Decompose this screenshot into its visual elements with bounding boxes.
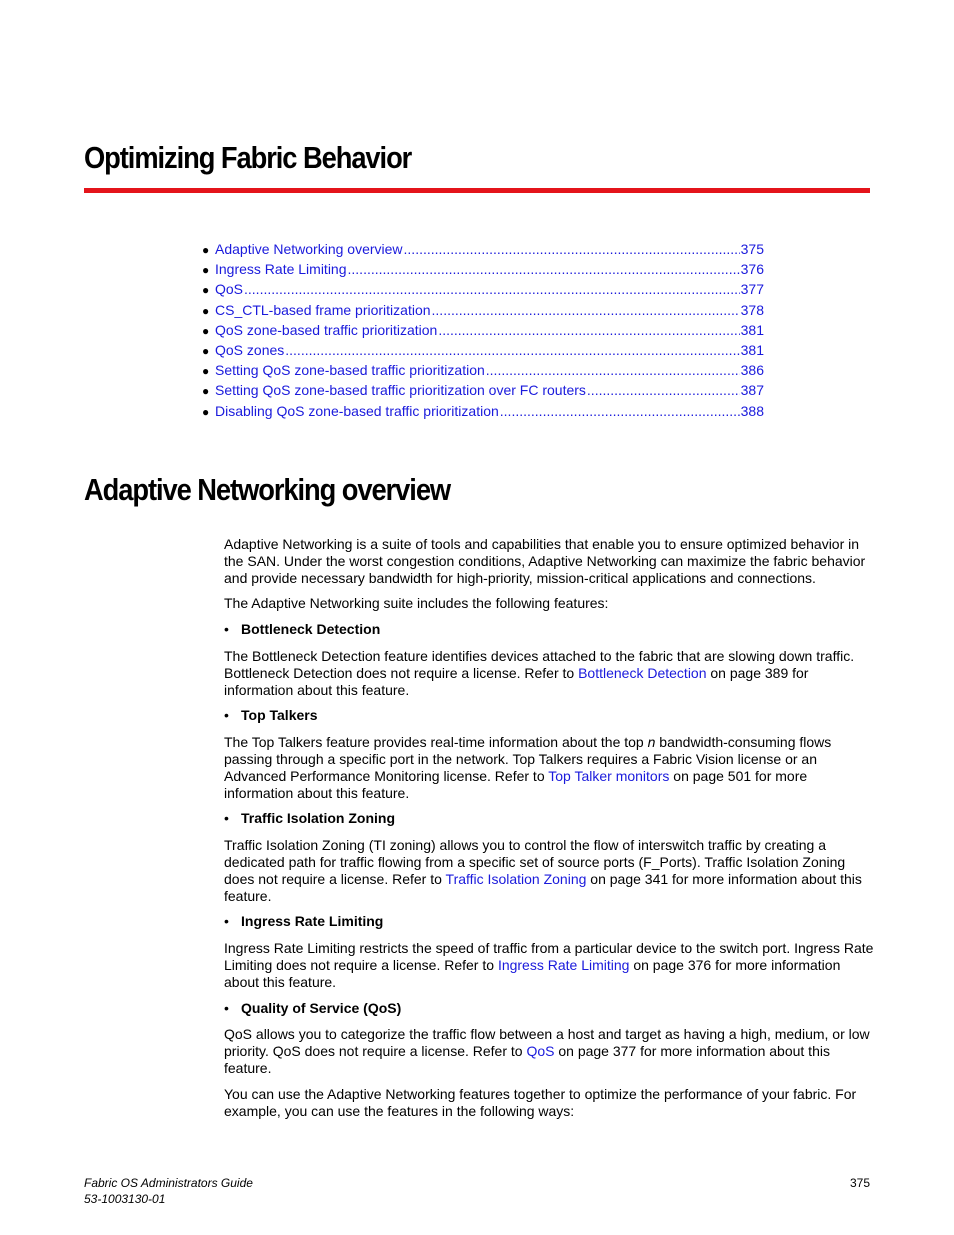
toc-bullet: ● [202,384,210,399]
closing-paragraph: You can use the Adaptive Networking features together to optimize the performance of your fabric. For example, you can use the features in the following ways: [224,1085,857,1119]
qos-link[interactable]: QoS [526,1043,555,1060]
toc-page[interactable]: 387 [740,382,764,399]
toc-item[interactable] [202,340,764,360]
feature-heading-text: Quality of Service (QoS) [241,999,402,1016]
feature-heading [224,810,874,827]
toc-page[interactable]: 388 [740,402,764,419]
feature-heading [224,913,874,930]
title-rule [84,188,870,193]
paragraph-text: on page 376 for more information about this feature. [224,956,841,990]
feature-heading-text: Bottleneck Detection [241,621,381,638]
toc-link[interactable]: QoS [215,281,244,298]
italic-variable: n [647,734,656,751]
paragraph-text: on page 341 for more information about this feature. [224,870,862,904]
toc-page[interactable]: 375 [740,241,764,257]
paragraph-text: Ingress Rate Limiting restricts the speed of traffic from a particular device to the switch port. Ingress Rate Limiting does not require a license. Refer to [224,940,874,973]
toc-item[interactable] [202,239,764,259]
toc-item[interactable] [202,259,764,279]
toc-link[interactable]: Disabling QoS zone-based traffic prioritization [215,402,499,419]
feature-heading [224,621,874,638]
section-body [224,536,874,1128]
paragraph-text: QoS allows you to categorize the traffic flow between a host and target as having a high, medium, or low priority. QoS does not require a license. Refer to [224,1026,870,1060]
footer-page-number: 375 [849,1176,870,1190]
section-title: Adaptive Networking overview [84,472,451,507]
toc-bullet: ● [202,404,210,419]
toc-leader [500,401,740,421]
toc-page[interactable]: 377 [740,281,764,298]
toc-link[interactable]: QoS zone-based traffic prioritization [215,321,438,338]
bullet: • [224,810,229,827]
bullet: • [224,913,229,930]
toc-leader [486,360,740,380]
bullet: • [224,999,229,1016]
ingress-rate-limiting-link[interactable]: Ingress Rate Limiting [497,956,630,973]
toc-bullet: ● [202,263,210,278]
toc-leader [404,239,740,259]
bottleneck-detection-link[interactable]: Bottleneck Detection [578,664,707,681]
toc-link[interactable]: Setting QoS zone-based traffic prioritization over FC routers [215,382,586,399]
paragraph-text: on page 389 for information about this feature. [224,664,809,698]
toc-item[interactable] [202,320,764,340]
intro-paragraph: Adaptive Networking is a suite of tools and capabilities that enable you to ensure optimized behavior in the SAN. Under the worst congestion conditions, Adaptive Networking can maximize the fabric behavior and provide necessary bandwidth for high-priority, mission-critical applications and connections. [224,536,866,586]
toc-bullet: ● [202,343,210,358]
toc-bullet: ● [202,303,210,318]
toc-link[interactable]: QoS zones [215,341,285,358]
toc-leader [438,320,739,340]
feature-paragraph [224,940,874,990]
bullet: • [224,621,229,638]
feature-heading [224,707,874,724]
toc-item[interactable] [202,401,764,421]
toc-leader [432,300,740,320]
toc-item[interactable] [202,279,764,299]
toc-page[interactable]: 376 [740,261,764,278]
feature-heading-text: Top Talkers [241,707,318,724]
toc-link[interactable]: Setting QoS zone-based traffic prioritization [215,362,485,379]
toc-leader [587,380,740,400]
toc-page[interactable]: 381 [740,341,764,358]
toc-item[interactable] [202,380,764,400]
toc-leader [348,259,740,279]
footer-doc-title: Fabric OS Administrators Guide [84,1176,253,1190]
paragraph-text: on page 377 for more information about this feature. [224,1043,830,1076]
feature-paragraph [224,648,874,698]
paragraph-text: bandwidth-consuming flows passing through a specific port in the network. Top Talkers requires a Fabric Vision license or an Advanced Performance Monitoring license. Refer to [224,734,832,784]
bullet: • [224,707,229,724]
toc-link[interactable]: Ingress Rate Limiting [215,261,347,278]
paragraph-text: The Bottleneck Detection feature identifies devices attached to the fabric that are slowing down traffic. Bottleneck Detection does not require a license. Refer to [224,647,855,681]
toc-page[interactable]: 386 [740,362,764,379]
paragraph-text: Traffic Isolation Zoning (TI zoning) allows you to control the flow of interswitch traffic by creating a dedicated path for traffic flowing from a specific set of source ports (F_Ports). Traffic Isolation Zoning does not require a license. Refer to [224,837,846,887]
feature-paragraph [224,837,874,904]
page-footer [84,1175,870,1207]
toc-bullet: ● [202,243,210,257]
toc-bullet: ● [202,364,210,379]
mini-toc [202,239,764,421]
top-talker-monitors-link[interactable]: Top Talker monitors [548,767,670,784]
toc-leader [285,340,739,360]
toc-item[interactable] [202,300,764,320]
toc-leader [244,279,740,299]
feature-heading [224,1000,874,1017]
chapter-title: Optimizing Fabric Behavior [84,140,412,175]
toc-link[interactable]: CS_CTL-based frame prioritization [215,301,431,318]
toc-link[interactable]: Adaptive Networking overview [215,241,403,257]
toc-item[interactable] [202,360,764,380]
toc-bullet: ● [202,323,210,338]
paragraph-text: on page 501 for more information about this feature. [224,767,808,801]
toc-bullet: ● [202,283,210,298]
footer-doc-number: 53-1003130-01 [84,1192,166,1206]
feature-heading-text: Traffic Isolation Zoning [241,810,395,827]
toc-page[interactable]: 378 [740,301,764,318]
traffic-isolation-zoning-link[interactable]: Traffic Isolation Zoning [445,870,587,887]
feature-heading-text: Ingress Rate Limiting [241,913,384,930]
toc-page[interactable]: 381 [740,321,764,338]
feature-paragraph [224,734,874,801]
paragraph-text: The Top Talkers feature provides real-time information about the top [224,734,648,751]
feature-paragraph [224,1026,874,1076]
intro-paragraph: The Adaptive Networking suite includes the following features: [224,595,609,612]
